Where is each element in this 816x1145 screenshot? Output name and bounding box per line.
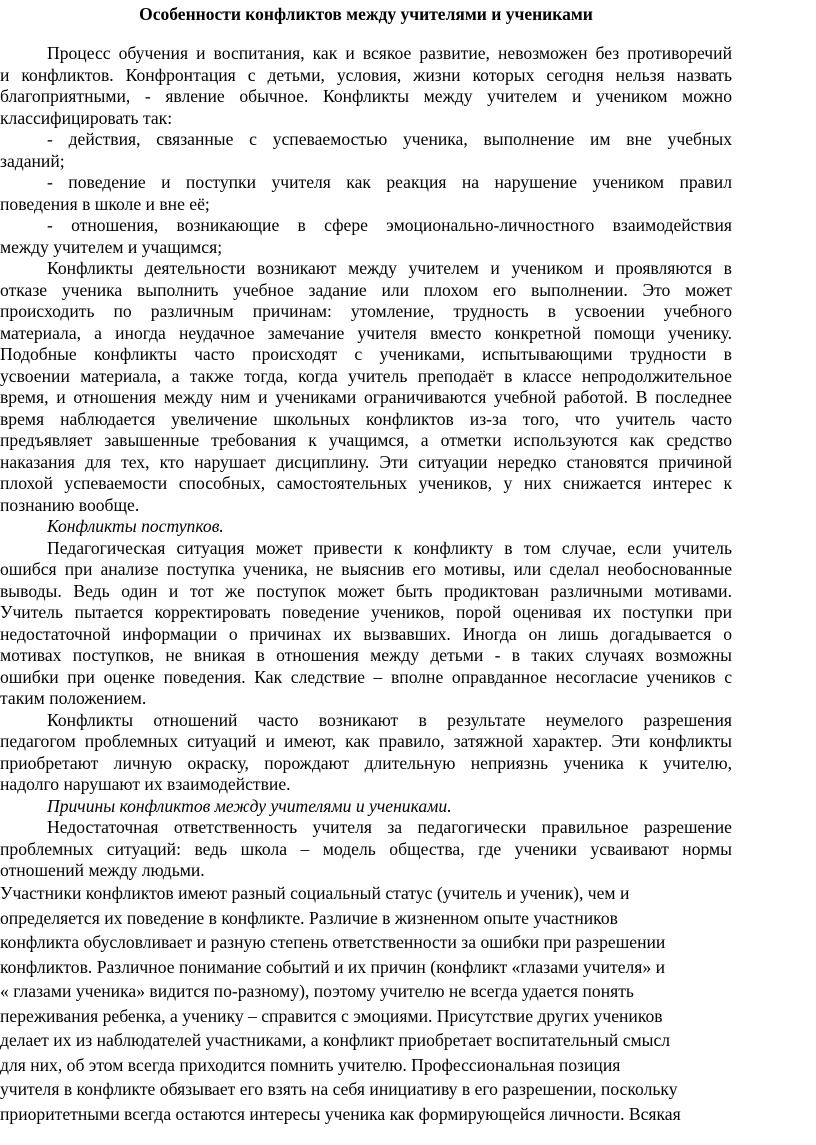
text-line: делает их из наблюдателей участниками, а конфликт приобретает воспитательный смысл xyxy=(0,1030,671,1050)
text-line: приобретают личную окраску, порождают длительную неприязнь ученика к учителю, xyxy=(0,752,732,773)
text-line: между учителем и учащимся; xyxy=(0,236,223,257)
text-line: учителя в конфликте обязывает его взять на себя инициативу в его разрешении, поскольку xyxy=(0,1079,678,1099)
paragraph xyxy=(0,710,732,796)
document-body xyxy=(0,43,732,882)
text-line: определяется их поведение в конфликте. Различие в жизненном опыте участников xyxy=(0,907,618,928)
text-line: проблемных ситуаций: ведь школа – модель общества, где ученики усваивают нормы xyxy=(0,838,732,859)
text-line: Педагогическая ситуация может привести к конфликту в том случае, если учитель xyxy=(47,537,732,558)
text-line: переживания ребенка, а ученику – справится с эмоциями. Присутствие других учеников xyxy=(0,1005,663,1026)
text-line: надолго нарушают их взаимодействие. xyxy=(0,774,291,794)
text-line: - отношения, возникающие в сфере эмоционально-личностного взаимодействия xyxy=(47,215,732,235)
paragraph xyxy=(0,129,732,172)
text-line: приоритетными всегда остаются интересы ученика как формирующейся личности. Всякая xyxy=(0,1103,681,1124)
text-line: усвоении материала, а также тогда, когда учитель преподаёт в классе непродолжительное xyxy=(0,365,732,386)
text-line: время наблюдается увеличение школьных конфликтов из-за того, что учитель часто xyxy=(0,408,732,429)
text-line: наказания для тех, кто нарушает дисциплину. Эти ситуации нередко становятся причиной xyxy=(0,451,732,472)
text-line: « глазами ученика» видится по-разному), поэтому учителю не всегда удается понять xyxy=(0,981,634,1001)
paragraph xyxy=(0,538,732,710)
text-line: ошибки при оценке поведения. Как следствие – вполне оправданное несогласие учеников с xyxy=(0,666,732,687)
text-line: заданий; xyxy=(0,150,65,171)
text-line: Причины конфликтов между учителями и учениками. xyxy=(47,795,452,816)
section-heading xyxy=(0,796,732,818)
text-line: конфликта обусловливает и разную степень ответственности за ошибки при разрешении xyxy=(0,932,666,952)
text-line: недостаточной информации о причинах их вызвавших. Иногда он лишь догадывается о xyxy=(0,623,732,644)
text-line: познанию вообще. xyxy=(0,494,140,515)
text-line: предъявляет завышенные требования к учащимся, а отметки используются как средство xyxy=(0,430,732,450)
text-line: и конфликтов. Конфронтация с детьми, условия, жизни которых сегодня нельзя назвать xyxy=(0,64,732,85)
text-line: мотивах поступков, не вникая в отношения между детьми - в таких случаях возможны xyxy=(0,645,732,665)
text-line: Подобные конфликты часто происходят с учениками, испытывающими трудности в xyxy=(0,344,732,364)
text-line: Конфликты отношений часто возникают в результате неумелого разрешения xyxy=(47,709,732,730)
text-line: материала, а иногда неудачное замечание учителя вместо конкретной помощи ученику. xyxy=(0,322,732,343)
text-line: выводы. Ведь один и тот же поступок может быть продиктован различными мотивами. xyxy=(0,580,732,601)
paragraph xyxy=(0,258,732,516)
document-title: Особенности конфликтов между учителями и учениками xyxy=(139,4,593,24)
text-line: ошибся при анализе поступка ученика, не выяснив его мотивы, или сделал необоснованные xyxy=(0,559,732,579)
text-line: плохой успеваемости способных, самостоятельных учеников, у них снижается интерес к xyxy=(0,473,732,493)
text-line: время, и отношения между ним и учениками ограничиваются учебной работой. В последнее xyxy=(0,387,732,407)
paragraph xyxy=(0,817,732,882)
section-heading xyxy=(0,516,732,538)
paragraph xyxy=(0,172,732,215)
text-line: педагогом проблемных ситуаций и имеют, как правило, затяжной характер. Эти конфликты xyxy=(0,731,732,751)
text-line: отношений между людьми. xyxy=(0,860,205,880)
text-line: поведения в школе и вне её; xyxy=(0,193,210,214)
text-line: классифицировать так: xyxy=(0,107,173,128)
text-line: отказе ученика выполнить учебное задание или плохом его выполнении. Это может xyxy=(0,279,732,300)
text-line: конфликтов. Различное понимание событий и их причин (конфликт «глазами учителя» и xyxy=(0,956,665,977)
text-line: таким положением. xyxy=(0,688,147,708)
text-line: Недостаточная ответственность учителя за педагогически правильное разрешение xyxy=(47,817,732,837)
text-line: - действия, связанные с успеваемостью ученика, выполнение им вне учебных xyxy=(47,129,732,149)
text-line: Конфликты деятельности возникают между учителем и учеником и проявляются в xyxy=(47,258,732,278)
paragraph xyxy=(0,43,732,129)
text-line: - поведение и поступки учителя как реакция на нарушение учеником правил xyxy=(47,172,732,192)
text-line: благоприятными, - явление обычное. Конфликты между учителем и учеником можно xyxy=(0,86,732,106)
text-line: Процесс обучения и воспитания, как и всякое развитие, невозможен без противоречий xyxy=(47,43,732,63)
text-line: Учитель пытается корректировать поведение учеников, порой оценивая их поступки при xyxy=(0,602,732,622)
paragraph xyxy=(0,215,732,258)
final-paragraph xyxy=(0,881,732,1126)
text-line: для них, об этом всегда приходится помнить учителю. Профессиональная позиция xyxy=(0,1054,621,1075)
text-line: происходить по различным причинам: утомление, трудность в усвоении учебного xyxy=(0,301,732,321)
text-line: Участники конфликтов имеют разный социальный статус (учитель и ученик), чем и xyxy=(0,883,630,903)
text-line: Конфликты поступков. xyxy=(47,516,224,536)
